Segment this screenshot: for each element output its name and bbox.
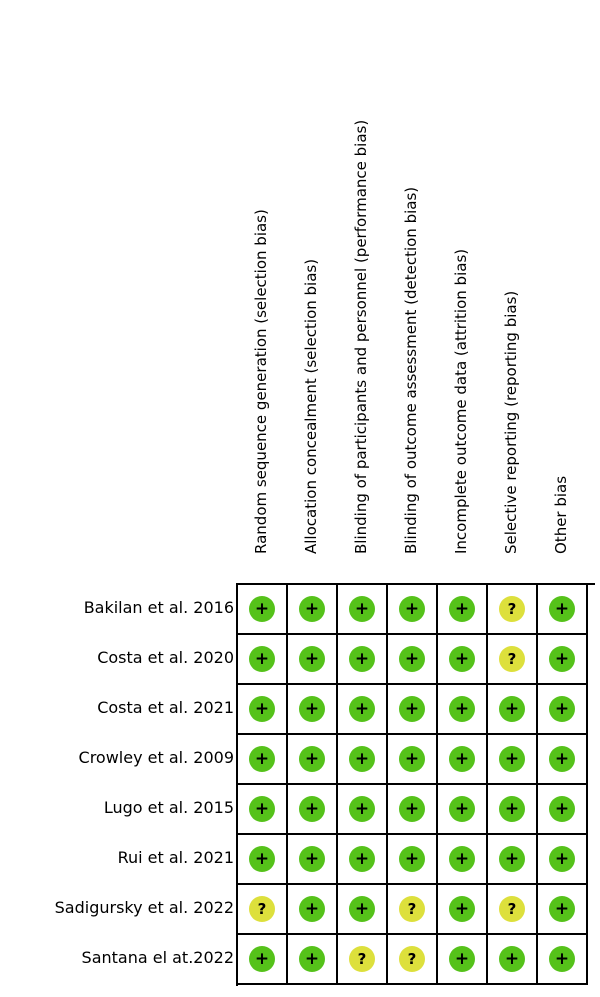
low-risk-icon: + (549, 796, 575, 822)
low-risk-icon: + (449, 796, 475, 822)
low-risk-icon: + (549, 746, 575, 772)
unclear-risk-icon: ? (249, 896, 275, 922)
rating-cell (388, 835, 438, 885)
domain-header (237, 0, 287, 580)
rating-cell (338, 735, 388, 785)
low-risk-icon: + (349, 746, 375, 772)
low-risk-icon: + (449, 946, 475, 972)
domain-header (437, 0, 487, 580)
low-risk-icon: + (299, 596, 325, 622)
rating-cell (438, 885, 488, 935)
low-risk-icon: + (299, 896, 325, 922)
low-risk-icon: + (249, 696, 275, 722)
low-risk-icon: + (249, 846, 275, 872)
unclear-risk-icon: ? (399, 946, 425, 972)
rating-cell (338, 935, 388, 985)
domain-header (487, 0, 537, 580)
domain-header-label: Incomplete outcome data (attrition bias) (452, 248, 470, 554)
low-risk-icon: + (349, 646, 375, 672)
rating-cell (438, 685, 488, 735)
rating-cell (488, 585, 538, 635)
low-risk-icon: + (549, 646, 575, 672)
rating-cell (438, 635, 488, 685)
low-risk-icon: + (449, 746, 475, 772)
rating-cell (238, 635, 288, 685)
rating-cell (338, 885, 388, 935)
low-risk-icon: + (299, 746, 325, 772)
rating-cell (238, 685, 288, 735)
domain-header-label: Random sequence generation (selection bias) (252, 209, 270, 554)
rating-cell (388, 685, 438, 735)
rating-cell (288, 735, 338, 785)
domain-header (537, 0, 587, 580)
rating-cell (238, 885, 288, 935)
rating-cell (538, 835, 588, 885)
risk-of-bias-grid (236, 583, 595, 986)
rating-cell (238, 585, 288, 635)
rating-cell (388, 935, 438, 985)
study-name: Santana el at.2022 (81, 948, 234, 967)
study-name: Lugo et al. 2015 (103, 798, 234, 817)
low-risk-icon: + (399, 696, 425, 722)
rating-cell (338, 835, 388, 885)
rating-cell (288, 935, 338, 985)
low-risk-icon: + (499, 796, 525, 822)
rating-cell (238, 785, 288, 835)
low-risk-icon: + (399, 596, 425, 622)
rating-cell (238, 835, 288, 885)
rating-cell (488, 635, 538, 685)
study-name: Sadigursky et al. 2022 (54, 898, 234, 917)
unclear-risk-icon: ? (499, 646, 525, 672)
low-risk-icon: + (299, 796, 325, 822)
study-name: Crowley et al. 2009 (78, 748, 234, 767)
rating-cell (388, 635, 438, 685)
low-risk-icon: + (449, 646, 475, 672)
rating-cell (538, 735, 588, 785)
low-risk-icon: + (299, 846, 325, 872)
unclear-risk-icon: ? (499, 596, 525, 622)
low-risk-icon: + (549, 696, 575, 722)
low-risk-icon: + (449, 846, 475, 872)
domain-header-label: Blinding of participants and personnel (performance bias) (352, 119, 370, 554)
rating-cell (388, 885, 438, 935)
low-risk-icon: + (249, 646, 275, 672)
rating-cell (338, 685, 388, 735)
low-risk-icon: + (349, 796, 375, 822)
rating-cell (288, 885, 338, 935)
rating-cell (338, 785, 388, 835)
rating-cell (488, 935, 538, 985)
rating-cell (438, 585, 488, 635)
rating-cell (538, 635, 588, 685)
low-risk-icon: + (499, 946, 525, 972)
low-risk-icon: + (249, 946, 275, 972)
low-risk-icon: + (549, 946, 575, 972)
low-risk-icon: + (349, 596, 375, 622)
low-risk-icon: + (499, 696, 525, 722)
rating-cell (488, 885, 538, 935)
domain-header (387, 0, 437, 580)
domain-header-label: Other bias (552, 475, 570, 554)
rating-cell (288, 585, 338, 635)
low-risk-icon: + (399, 746, 425, 772)
low-risk-icon: + (399, 846, 425, 872)
rating-cell (438, 835, 488, 885)
low-risk-icon: + (499, 746, 525, 772)
rating-cell (338, 585, 388, 635)
low-risk-icon: + (549, 846, 575, 872)
rating-cell (488, 685, 538, 735)
rating-cell (538, 585, 588, 635)
study-name: Costa et al. 2020 (97, 648, 234, 667)
low-risk-icon: + (549, 596, 575, 622)
rating-cell (538, 685, 588, 735)
low-risk-icon: + (249, 746, 275, 772)
domain-header (287, 0, 337, 580)
rating-cell (488, 735, 538, 785)
study-name: Bakilan et al. 2016 (83, 598, 234, 617)
low-risk-icon: + (449, 696, 475, 722)
low-risk-icon: + (249, 596, 275, 622)
rating-cell (438, 935, 488, 985)
rating-cell (488, 835, 538, 885)
rating-cell (438, 735, 488, 785)
low-risk-icon: + (299, 696, 325, 722)
low-risk-icon: + (349, 696, 375, 722)
low-risk-icon: + (499, 846, 525, 872)
low-risk-icon: + (249, 796, 275, 822)
rating-cell (238, 935, 288, 985)
rating-cell (538, 935, 588, 985)
rating-cell (388, 585, 438, 635)
rating-cell (438, 785, 488, 835)
domain-header-label: Selective reporting (reporting bias) (502, 290, 520, 554)
rating-cell (288, 835, 338, 885)
rating-cell (238, 735, 288, 785)
study-name: Rui et al. 2021 (117, 848, 234, 867)
rating-cell (288, 685, 338, 735)
rating-cell (388, 785, 438, 835)
unclear-risk-icon: ? (499, 896, 525, 922)
domain-header (337, 0, 387, 580)
rating-cell (288, 635, 338, 685)
rating-cell (538, 885, 588, 935)
low-risk-icon: + (349, 896, 375, 922)
unclear-risk-icon: ? (399, 896, 425, 922)
low-risk-icon: + (549, 896, 575, 922)
rating-cell (388, 735, 438, 785)
low-risk-icon: + (349, 846, 375, 872)
study-name: Costa et al. 2021 (97, 698, 234, 717)
low-risk-icon: + (399, 796, 425, 822)
rating-cell (288, 785, 338, 835)
rating-cell (538, 785, 588, 835)
low-risk-icon: + (449, 596, 475, 622)
unclear-risk-icon: ? (349, 946, 375, 972)
low-risk-icon: + (399, 646, 425, 672)
low-risk-icon: + (449, 896, 475, 922)
domain-header-label: Blinding of outcome assessment (detection bias) (402, 186, 420, 554)
rating-cell (488, 785, 538, 835)
rating-cell (338, 635, 388, 685)
low-risk-icon: + (299, 646, 325, 672)
domain-header-label: Allocation concealment (selection bias) (302, 258, 320, 554)
low-risk-icon: + (299, 946, 325, 972)
